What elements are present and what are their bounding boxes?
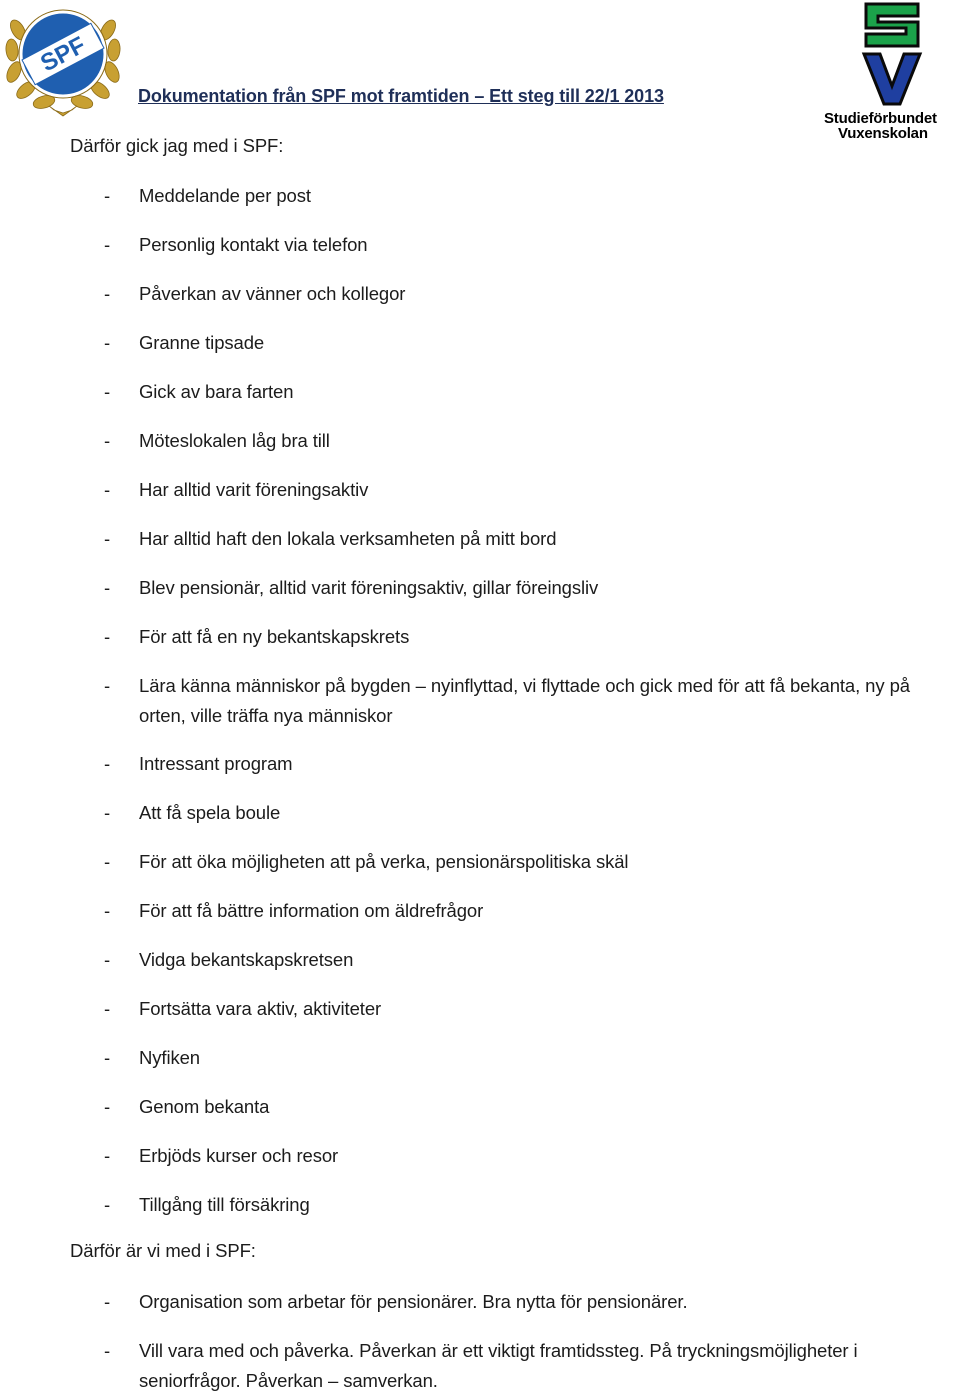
spf-logo xyxy=(4,0,122,120)
sv-logo xyxy=(824,0,960,144)
sv-logo-line2: Vuxenskolan xyxy=(838,125,928,142)
document-title: Dokumentation från SPF mot framtiden – Ett steg till 22/1 2013 xyxy=(138,86,664,106)
spf-logo-text: SPF xyxy=(36,31,91,78)
section-heading-stay-reasons: Därför är vi med i SPF: xyxy=(70,1240,256,1261)
section-heading-join-reasons: Därför gick jag med i SPF: xyxy=(70,135,284,156)
document-page: SPF Studieförbundet Vuxenskolan Dokumentation från SPF mot framtiden – Ett steg till 22/1 2013 Därför gick jag med i SPF: - Meddelande per post - Personlig kontakt via telefon - Påverkan av vänner och kollegor - Granne tipsade - Gick av bara farten - Möteslokalen låg bra till - Har alltid varit föreningsaktiv - Har alltid haft den lokala verksamheten på mitt bord - Blev pensionär, alltid varit föreningsaktiv, gillar föreingsliv - För att få en ny bekantskapskrets - Lära känna människor på bygden – nyinflyttad, vi flyttade och gick med för att få bekanta, ny på orten, ville träffa nya människor - Intressant program - Att få spela boule - För att öka möjligheten att på verka, pensionärspolitiska skäl - För att få bättre information om äldrefrågor - Vidga bekantskapskretsen - Fortsätta vara aktiv, aktiviteter - Nyfiken - Genom bekanta - Erbjöds kurser och resor - Tillgång till försäkring Därför är vi med i SPF: - Organisation som arbetar för pensionärer. Bra nytta för pensionärer. - Vill vara med och påverka. Påverkan är ett viktigt framtidssteg. På tryckningsmöjligheter i seniorfrågor. Påverkan – samverkan. xyxy=(0,0,960,1392)
sv-logo-line1: Studieförbundet xyxy=(824,110,937,127)
